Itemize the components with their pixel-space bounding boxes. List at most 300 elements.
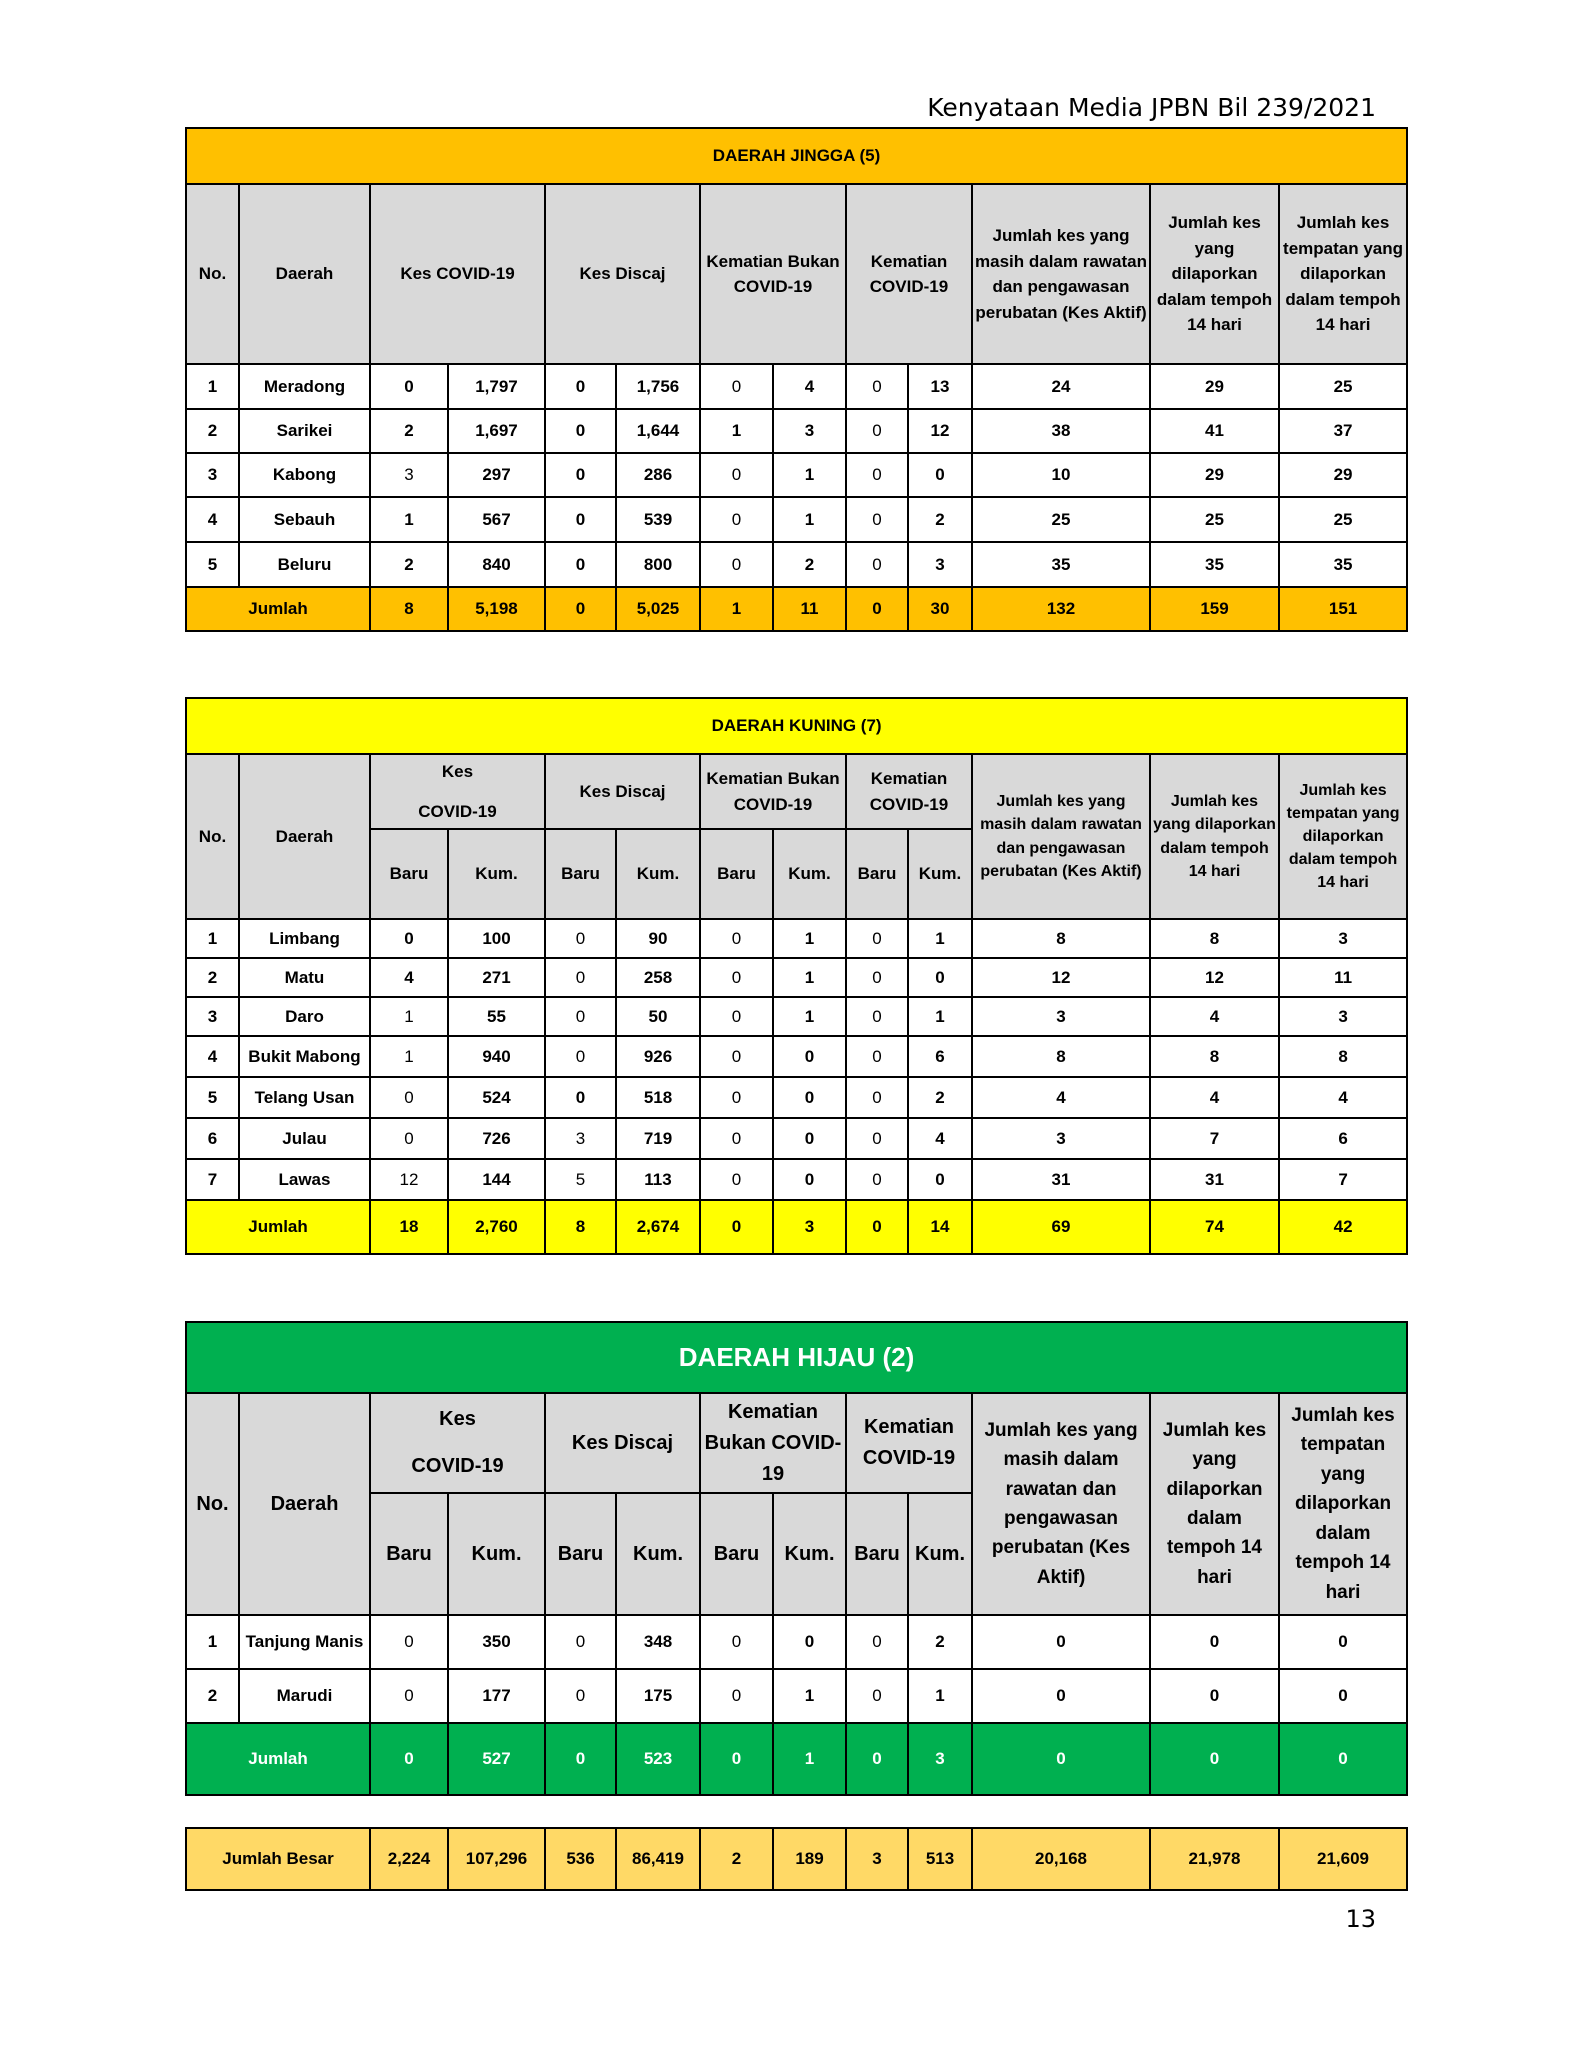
table-cell: 2 bbox=[773, 542, 846, 587]
table-cell: 0 bbox=[1150, 1615, 1279, 1669]
table-cell: 4 bbox=[773, 364, 846, 409]
table-cell: 0 bbox=[972, 1669, 1150, 1723]
table-cell: 0 bbox=[700, 919, 773, 958]
table-title: DAERAH KUNING (7) bbox=[186, 698, 1407, 754]
table-cell: 2,674 bbox=[616, 1200, 700, 1254]
header-kum: Kum. bbox=[448, 1493, 545, 1615]
header-dilaporkan: Jumlah kes yang dilaporkan dalam tempoh 14 hari bbox=[1150, 184, 1279, 364]
table-cell: 3 bbox=[545, 1118, 616, 1159]
header-kum: Kum. bbox=[908, 829, 972, 919]
table-cell: 0 bbox=[700, 1077, 773, 1118]
table-cell: 1 bbox=[186, 1615, 239, 1669]
table-cell: 2 bbox=[908, 497, 972, 542]
table-cell: 3 bbox=[972, 1118, 1150, 1159]
table-cell: 523 bbox=[616, 1723, 700, 1795]
table-cell: 1 bbox=[700, 409, 773, 453]
header-tempatan: Jumlah kes tempatan yang dilaporkan dalam tempoh 14 hari bbox=[1279, 184, 1407, 364]
table-cell: 840 bbox=[448, 542, 545, 587]
table-cell: 74 bbox=[1150, 1200, 1279, 1254]
header-baru: Baru bbox=[370, 1493, 448, 1615]
table-cell: 0 bbox=[773, 1118, 846, 1159]
table-cell: 8 bbox=[972, 919, 1150, 958]
table-cell: 8 bbox=[1279, 1036, 1407, 1077]
header-no: No. bbox=[186, 1393, 239, 1615]
table-cell: 37 bbox=[1279, 409, 1407, 453]
table-cell: 0 bbox=[545, 587, 616, 631]
header-baru: Baru bbox=[846, 829, 908, 919]
table-cell: 5,025 bbox=[616, 587, 700, 631]
table-cell: 3 bbox=[370, 453, 448, 497]
table-cell: 14 bbox=[908, 1200, 972, 1254]
table-cell: 286 bbox=[616, 453, 700, 497]
table-cell: Tanjung Manis bbox=[239, 1615, 370, 1669]
header-kum: Kum. bbox=[908, 1493, 972, 1615]
table-cell: 0 bbox=[846, 587, 908, 631]
table-cell: 12 bbox=[370, 1159, 448, 1200]
header-no: No. bbox=[186, 754, 239, 919]
table-cell: 1 bbox=[186, 919, 239, 958]
table-cell: 18 bbox=[370, 1200, 448, 1254]
header-kes-covid: Kes COVID-19 bbox=[370, 1393, 545, 1493]
table-cell: 0 bbox=[545, 1615, 616, 1669]
table-cell: 726 bbox=[448, 1118, 545, 1159]
table-cell: 11 bbox=[1279, 958, 1407, 997]
header-kes-covid: Kes COVID-19 bbox=[370, 754, 545, 829]
header-kematian-bukan: Kematian Bukan COVID-19 bbox=[700, 184, 846, 364]
table-cell: 3 bbox=[1279, 919, 1407, 958]
table-title: DAERAH HIJAU (2) bbox=[186, 1322, 1407, 1393]
table-cell: 0 bbox=[1150, 1723, 1279, 1795]
table-cell: 527 bbox=[448, 1723, 545, 1795]
table-cell: 0 bbox=[846, 1118, 908, 1159]
table-cell: 0 bbox=[545, 497, 616, 542]
table-cell: 1 bbox=[773, 497, 846, 542]
table-cell: 12 bbox=[972, 958, 1150, 997]
table-cell: 3 bbox=[908, 1723, 972, 1795]
header-kum: Kum. bbox=[616, 829, 700, 919]
table-cell: 0 bbox=[700, 997, 773, 1036]
table-cell: 0 bbox=[773, 1159, 846, 1200]
table-cell: 8 bbox=[545, 1200, 616, 1254]
table-cell: 0 bbox=[545, 1077, 616, 1118]
table-cell: 3 bbox=[186, 997, 239, 1036]
table-cell: 1 bbox=[370, 1036, 448, 1077]
table-cell: 0 bbox=[700, 1723, 773, 1795]
table-cell: 1 bbox=[370, 997, 448, 1036]
table-cell: 1,797 bbox=[448, 364, 545, 409]
table-cell: 5 bbox=[186, 1077, 239, 1118]
table-row bbox=[186, 453, 1407, 497]
table-cell: 29 bbox=[1150, 364, 1279, 409]
table-cell: 3 bbox=[972, 997, 1150, 1036]
table-cell: Lawas bbox=[239, 1159, 370, 1200]
table-cell: 0 bbox=[846, 1036, 908, 1077]
table-daerah-hijau bbox=[185, 1321, 1408, 1796]
table-cell: 21,978 bbox=[1150, 1828, 1279, 1890]
table-cell: 0 bbox=[545, 542, 616, 587]
table-cell: 31 bbox=[1150, 1159, 1279, 1200]
table-cell: 0 bbox=[846, 1669, 908, 1723]
header-kes-aktif: Jumlah kes yang masih dalam rawatan dan pengawasan perubatan (Kes Aktif) bbox=[972, 184, 1150, 364]
table-cell: 4 bbox=[1279, 1077, 1407, 1118]
table-cell: 35 bbox=[1279, 542, 1407, 587]
table-cell: 3 bbox=[1279, 997, 1407, 1036]
table-cell: Matu bbox=[239, 958, 370, 997]
table-cell: 0 bbox=[846, 1159, 908, 1200]
table-cell: 0 bbox=[773, 1036, 846, 1077]
table-cell: 12 bbox=[1150, 958, 1279, 997]
table-cell: 0 bbox=[545, 958, 616, 997]
table-cell: 0 bbox=[1150, 1669, 1279, 1723]
header-baru: Baru bbox=[846, 1493, 908, 1615]
table-cell: 100 bbox=[448, 919, 545, 958]
header-kes-aktif: Jumlah kes yang masih dalam rawatan dan pengawasan perubatan (Kes Aktif) bbox=[972, 754, 1150, 919]
header-kum: Kum. bbox=[773, 1493, 846, 1615]
table-cell: 2 bbox=[908, 1615, 972, 1669]
table-cell: 189 bbox=[773, 1828, 846, 1890]
table-cell: 2 bbox=[186, 1669, 239, 1723]
table-cell: 0 bbox=[700, 958, 773, 997]
table-cell: 25 bbox=[1279, 497, 1407, 542]
table-cell: Beluru bbox=[239, 542, 370, 587]
table-cell: 0 bbox=[700, 1669, 773, 1723]
table-cell: 297 bbox=[448, 453, 545, 497]
table-cell: 0 bbox=[846, 364, 908, 409]
table-cell: 5 bbox=[186, 542, 239, 587]
table-cell: 1 bbox=[908, 997, 972, 1036]
table-cell: 0 bbox=[700, 1159, 773, 1200]
table-row bbox=[186, 1077, 1407, 1118]
table-cell: 3 bbox=[908, 542, 972, 587]
total-row bbox=[186, 1200, 1407, 1254]
table-cell: 1 bbox=[186, 364, 239, 409]
table-cell: Sebauh bbox=[239, 497, 370, 542]
table-cell: 1 bbox=[908, 1669, 972, 1723]
table-cell: Bukit Mabong bbox=[239, 1036, 370, 1077]
table-cell: 0 bbox=[700, 1200, 773, 1254]
table-cell: 0 bbox=[846, 997, 908, 1036]
header-kum: Kum. bbox=[773, 829, 846, 919]
table-cell: 30 bbox=[908, 587, 972, 631]
table-cell: 0 bbox=[908, 958, 972, 997]
table-cell: 5 bbox=[545, 1159, 616, 1200]
table-daerah-jingga bbox=[185, 127, 1408, 632]
table-cell: 25 bbox=[972, 497, 1150, 542]
header-kes-discaj: Kes Discaj bbox=[545, 184, 700, 364]
table-cell: 38 bbox=[972, 409, 1150, 453]
header-dilaporkan: Jumlah kes yang dilaporkan dalam tempoh 14 hari bbox=[1150, 754, 1279, 919]
header-kematian: Kematian COVID-19 bbox=[846, 184, 972, 364]
table-cell: 0 bbox=[972, 1615, 1150, 1669]
header-baru: Baru bbox=[545, 829, 616, 919]
header-kum: Kum. bbox=[448, 829, 545, 919]
table-cell: 0 bbox=[700, 497, 773, 542]
table-cell: 0 bbox=[545, 409, 616, 453]
header-kum: Kum. bbox=[616, 1493, 700, 1615]
table-cell: 29 bbox=[1150, 453, 1279, 497]
table-cell: 6 bbox=[186, 1118, 239, 1159]
table-cell: 8 bbox=[370, 587, 448, 631]
page-number: 13 bbox=[1345, 1905, 1376, 1933]
header-kematian-bukan: Kematian Bukan COVID-19 bbox=[700, 754, 846, 829]
grand-total-table bbox=[185, 1827, 1408, 1891]
table-row bbox=[186, 997, 1407, 1036]
table-cell: 1,644 bbox=[616, 409, 700, 453]
table-cell: 11 bbox=[773, 587, 846, 631]
table-cell: 4 bbox=[972, 1077, 1150, 1118]
table-row bbox=[186, 919, 1407, 958]
table-cell: 8 bbox=[1150, 919, 1279, 958]
table-cell: Daro bbox=[239, 997, 370, 1036]
table-cell: 0 bbox=[846, 409, 908, 453]
header-kematian: Kematian COVID-19 bbox=[846, 754, 972, 829]
total-row bbox=[186, 587, 1407, 631]
header-kes-covid: Kes COVID-19 bbox=[370, 184, 545, 364]
table-cell: 0 bbox=[846, 542, 908, 587]
table-cell: 132 bbox=[972, 587, 1150, 631]
table-cell: Julau bbox=[239, 1118, 370, 1159]
table-cell: 8 bbox=[1150, 1036, 1279, 1077]
table-cell: 35 bbox=[1150, 542, 1279, 587]
table-cell: 0 bbox=[700, 453, 773, 497]
table-cell: 0 bbox=[1279, 1723, 1407, 1795]
table-cell: 86,419 bbox=[616, 1828, 700, 1890]
table-cell: 567 bbox=[448, 497, 545, 542]
table-cell: 3 bbox=[773, 1200, 846, 1254]
document-header: Kenyataan Media JPBN Bil 239/2021 bbox=[927, 93, 1376, 122]
table-cell: 0 bbox=[545, 1036, 616, 1077]
header-no: No. bbox=[186, 184, 239, 364]
table-cell: 5,198 bbox=[448, 587, 545, 631]
table-cell: 1 bbox=[773, 1723, 846, 1795]
table-cell: 12 bbox=[908, 409, 972, 453]
table-cell: Marudi bbox=[239, 1669, 370, 1723]
table-cell: 1 bbox=[773, 1669, 846, 1723]
table-cell: 0 bbox=[773, 1077, 846, 1118]
table-cell: 1 bbox=[773, 958, 846, 997]
table-cell: 0 bbox=[846, 1077, 908, 1118]
table-cell: 1 bbox=[700, 587, 773, 631]
table-cell: 0 bbox=[545, 1723, 616, 1795]
table-cell: 1 bbox=[773, 453, 846, 497]
table-cell: 177 bbox=[448, 1669, 545, 1723]
table-cell: 719 bbox=[616, 1118, 700, 1159]
total-row bbox=[186, 1723, 1407, 1795]
table-cell: 25 bbox=[1279, 364, 1407, 409]
table-cell: 6 bbox=[1279, 1118, 1407, 1159]
grand-total-label: Jumlah Besar bbox=[186, 1828, 370, 1890]
table-cell: 1,756 bbox=[616, 364, 700, 409]
table-cell: 800 bbox=[616, 542, 700, 587]
table-cell: 55 bbox=[448, 997, 545, 1036]
table-cell: 144 bbox=[448, 1159, 545, 1200]
header-daerah: Daerah bbox=[239, 754, 370, 919]
table-cell: 20,168 bbox=[972, 1828, 1150, 1890]
table-cell: 0 bbox=[700, 1036, 773, 1077]
header-kematian: Kematian COVID-19 bbox=[846, 1393, 972, 1493]
table-cell: 29 bbox=[1279, 453, 1407, 497]
table-cell: 4 bbox=[1150, 997, 1279, 1036]
table-cell: 940 bbox=[448, 1036, 545, 1077]
table-cell: 0 bbox=[846, 958, 908, 997]
table-cell: 90 bbox=[616, 919, 700, 958]
table-cell: 4 bbox=[186, 1036, 239, 1077]
table-cell: 69 bbox=[972, 1200, 1150, 1254]
table-cell: 151 bbox=[1279, 587, 1407, 631]
table-cell: 0 bbox=[846, 1200, 908, 1254]
header-tempatan: Jumlah kes tempatan yang dilaporkan dalam tempoh 14 hari bbox=[1279, 1393, 1407, 1615]
table-cell: 258 bbox=[616, 958, 700, 997]
table-cell: 1 bbox=[908, 919, 972, 958]
table-row bbox=[186, 1615, 1407, 1669]
table-cell: 1 bbox=[773, 997, 846, 1036]
table-cell: Telang Usan bbox=[239, 1077, 370, 1118]
table-cell: 539 bbox=[616, 497, 700, 542]
table-row bbox=[186, 364, 1407, 409]
table-cell: Meradong bbox=[239, 364, 370, 409]
table-row bbox=[186, 1669, 1407, 1723]
table-cell: 0 bbox=[545, 364, 616, 409]
table-row bbox=[186, 1036, 1407, 1077]
table-row bbox=[186, 1159, 1407, 1200]
table-cell: 7 bbox=[1150, 1118, 1279, 1159]
header-baru: Baru bbox=[700, 1493, 773, 1615]
table-cell: 0 bbox=[370, 1723, 448, 1795]
table-cell: 0 bbox=[773, 1615, 846, 1669]
table-cell: 3 bbox=[846, 1828, 908, 1890]
table-row bbox=[186, 409, 1407, 453]
table-cell: 4 bbox=[908, 1118, 972, 1159]
table-daerah-kuning bbox=[185, 697, 1408, 1255]
table-cell: 0 bbox=[370, 364, 448, 409]
table-cell: 524 bbox=[448, 1077, 545, 1118]
table-cell: 2 bbox=[370, 542, 448, 587]
table-cell: Limbang bbox=[239, 919, 370, 958]
table-cell: 536 bbox=[545, 1828, 616, 1890]
table-cell: 25 bbox=[1150, 497, 1279, 542]
table-cell: Jumlah bbox=[186, 1723, 370, 1795]
table-cell: 10 bbox=[972, 453, 1150, 497]
table-cell: 0 bbox=[1279, 1615, 1407, 1669]
table-cell: 0 bbox=[700, 364, 773, 409]
table-cell: 21,609 bbox=[1279, 1828, 1407, 1890]
table-cell: 1,697 bbox=[448, 409, 545, 453]
table-cell: 0 bbox=[545, 1669, 616, 1723]
table-cell: 348 bbox=[616, 1615, 700, 1669]
table-cell: 2 bbox=[186, 409, 239, 453]
table-cell: 4 bbox=[186, 497, 239, 542]
table-cell: 0 bbox=[700, 1615, 773, 1669]
table-cell: 0 bbox=[545, 453, 616, 497]
table-cell: 35 bbox=[972, 542, 1150, 587]
table-cell: 6 bbox=[908, 1036, 972, 1077]
grand-total-row bbox=[186, 1828, 1407, 1890]
table-row bbox=[186, 958, 1407, 997]
table-cell: 2 bbox=[370, 409, 448, 453]
header-dilaporkan: Jumlah kes yang dilaporkan dalam tempoh 14 hari bbox=[1150, 1393, 1279, 1615]
table-cell: 41 bbox=[1150, 409, 1279, 453]
table-row bbox=[186, 542, 1407, 587]
header-kes-discaj: Kes Discaj bbox=[545, 754, 700, 829]
table-cell: 0 bbox=[846, 1723, 908, 1795]
table-cell: 350 bbox=[448, 1615, 545, 1669]
table-cell: 0 bbox=[370, 1615, 448, 1669]
table-cell: 175 bbox=[616, 1669, 700, 1723]
header-baru: Baru bbox=[545, 1493, 616, 1615]
header-kes-aktif: Jumlah kes yang masih dalam rawatan dan pengawasan perubatan (Kes Aktif) bbox=[972, 1393, 1150, 1615]
table-cell: 926 bbox=[616, 1036, 700, 1077]
table-cell: 0 bbox=[846, 497, 908, 542]
table-cell: 107,296 bbox=[448, 1828, 545, 1890]
table-cell: 159 bbox=[1150, 587, 1279, 631]
table-cell: Sarikei bbox=[239, 409, 370, 453]
header-baru: Baru bbox=[700, 829, 773, 919]
table-cell: 0 bbox=[370, 1669, 448, 1723]
table-title: DAERAH JINGGA (5) bbox=[186, 128, 1407, 184]
table-cell: 4 bbox=[370, 958, 448, 997]
table-cell: 0 bbox=[846, 1615, 908, 1669]
table-cell: 271 bbox=[448, 958, 545, 997]
table-cell: 0 bbox=[370, 1118, 448, 1159]
header-daerah: Daerah bbox=[239, 1393, 370, 1615]
table-cell: 3 bbox=[186, 453, 239, 497]
table-cell: 0 bbox=[370, 1077, 448, 1118]
table-cell: 518 bbox=[616, 1077, 700, 1118]
header-kes-discaj: Kes Discaj bbox=[545, 1393, 700, 1493]
header-tempatan: Jumlah kes tempatan yang dilaporkan dalam tempoh 14 hari bbox=[1279, 754, 1407, 919]
table-cell: 0 bbox=[545, 919, 616, 958]
table-cell: 113 bbox=[616, 1159, 700, 1200]
header-kematian-bukan: Kematian Bukan COVID-19 bbox=[700, 1393, 846, 1493]
table-cell: 0 bbox=[972, 1723, 1150, 1795]
header-daerah: Daerah bbox=[239, 184, 370, 364]
table-cell: 1 bbox=[773, 919, 846, 958]
table-cell: 513 bbox=[908, 1828, 972, 1890]
table-cell: 3 bbox=[773, 409, 846, 453]
table-cell: Jumlah bbox=[186, 587, 370, 631]
table-cell: 0 bbox=[545, 997, 616, 1036]
table-cell: Jumlah bbox=[186, 1200, 370, 1254]
table-cell: 24 bbox=[972, 364, 1150, 409]
table-cell: 0 bbox=[370, 919, 448, 958]
table-cell: 2 bbox=[908, 1077, 972, 1118]
table-cell: 0 bbox=[1279, 1669, 1407, 1723]
table-cell: 0 bbox=[908, 1159, 972, 1200]
table-row bbox=[186, 1118, 1407, 1159]
table-cell: 2,760 bbox=[448, 1200, 545, 1254]
table-cell: 2 bbox=[186, 958, 239, 997]
table-cell: 13 bbox=[908, 364, 972, 409]
header-baru: Baru bbox=[370, 829, 448, 919]
table-cell: 1 bbox=[370, 497, 448, 542]
table-cell: 0 bbox=[700, 1118, 773, 1159]
table-cell: 0 bbox=[908, 453, 972, 497]
table-cell: 31 bbox=[972, 1159, 1150, 1200]
table-cell: 42 bbox=[1279, 1200, 1407, 1254]
table-cell: 50 bbox=[616, 997, 700, 1036]
table-cell: 2 bbox=[700, 1828, 773, 1890]
table-cell: 0 bbox=[700, 542, 773, 587]
table-cell: 4 bbox=[1150, 1077, 1279, 1118]
table-cell: 0 bbox=[846, 453, 908, 497]
table-cell: 2,224 bbox=[370, 1828, 448, 1890]
table-cell: 7 bbox=[1279, 1159, 1407, 1200]
table-cell: 7 bbox=[186, 1159, 239, 1200]
table-cell: 0 bbox=[846, 919, 908, 958]
table-row bbox=[186, 497, 1407, 542]
table-cell: 8 bbox=[972, 1036, 1150, 1077]
table-cell: Kabong bbox=[239, 453, 370, 497]
